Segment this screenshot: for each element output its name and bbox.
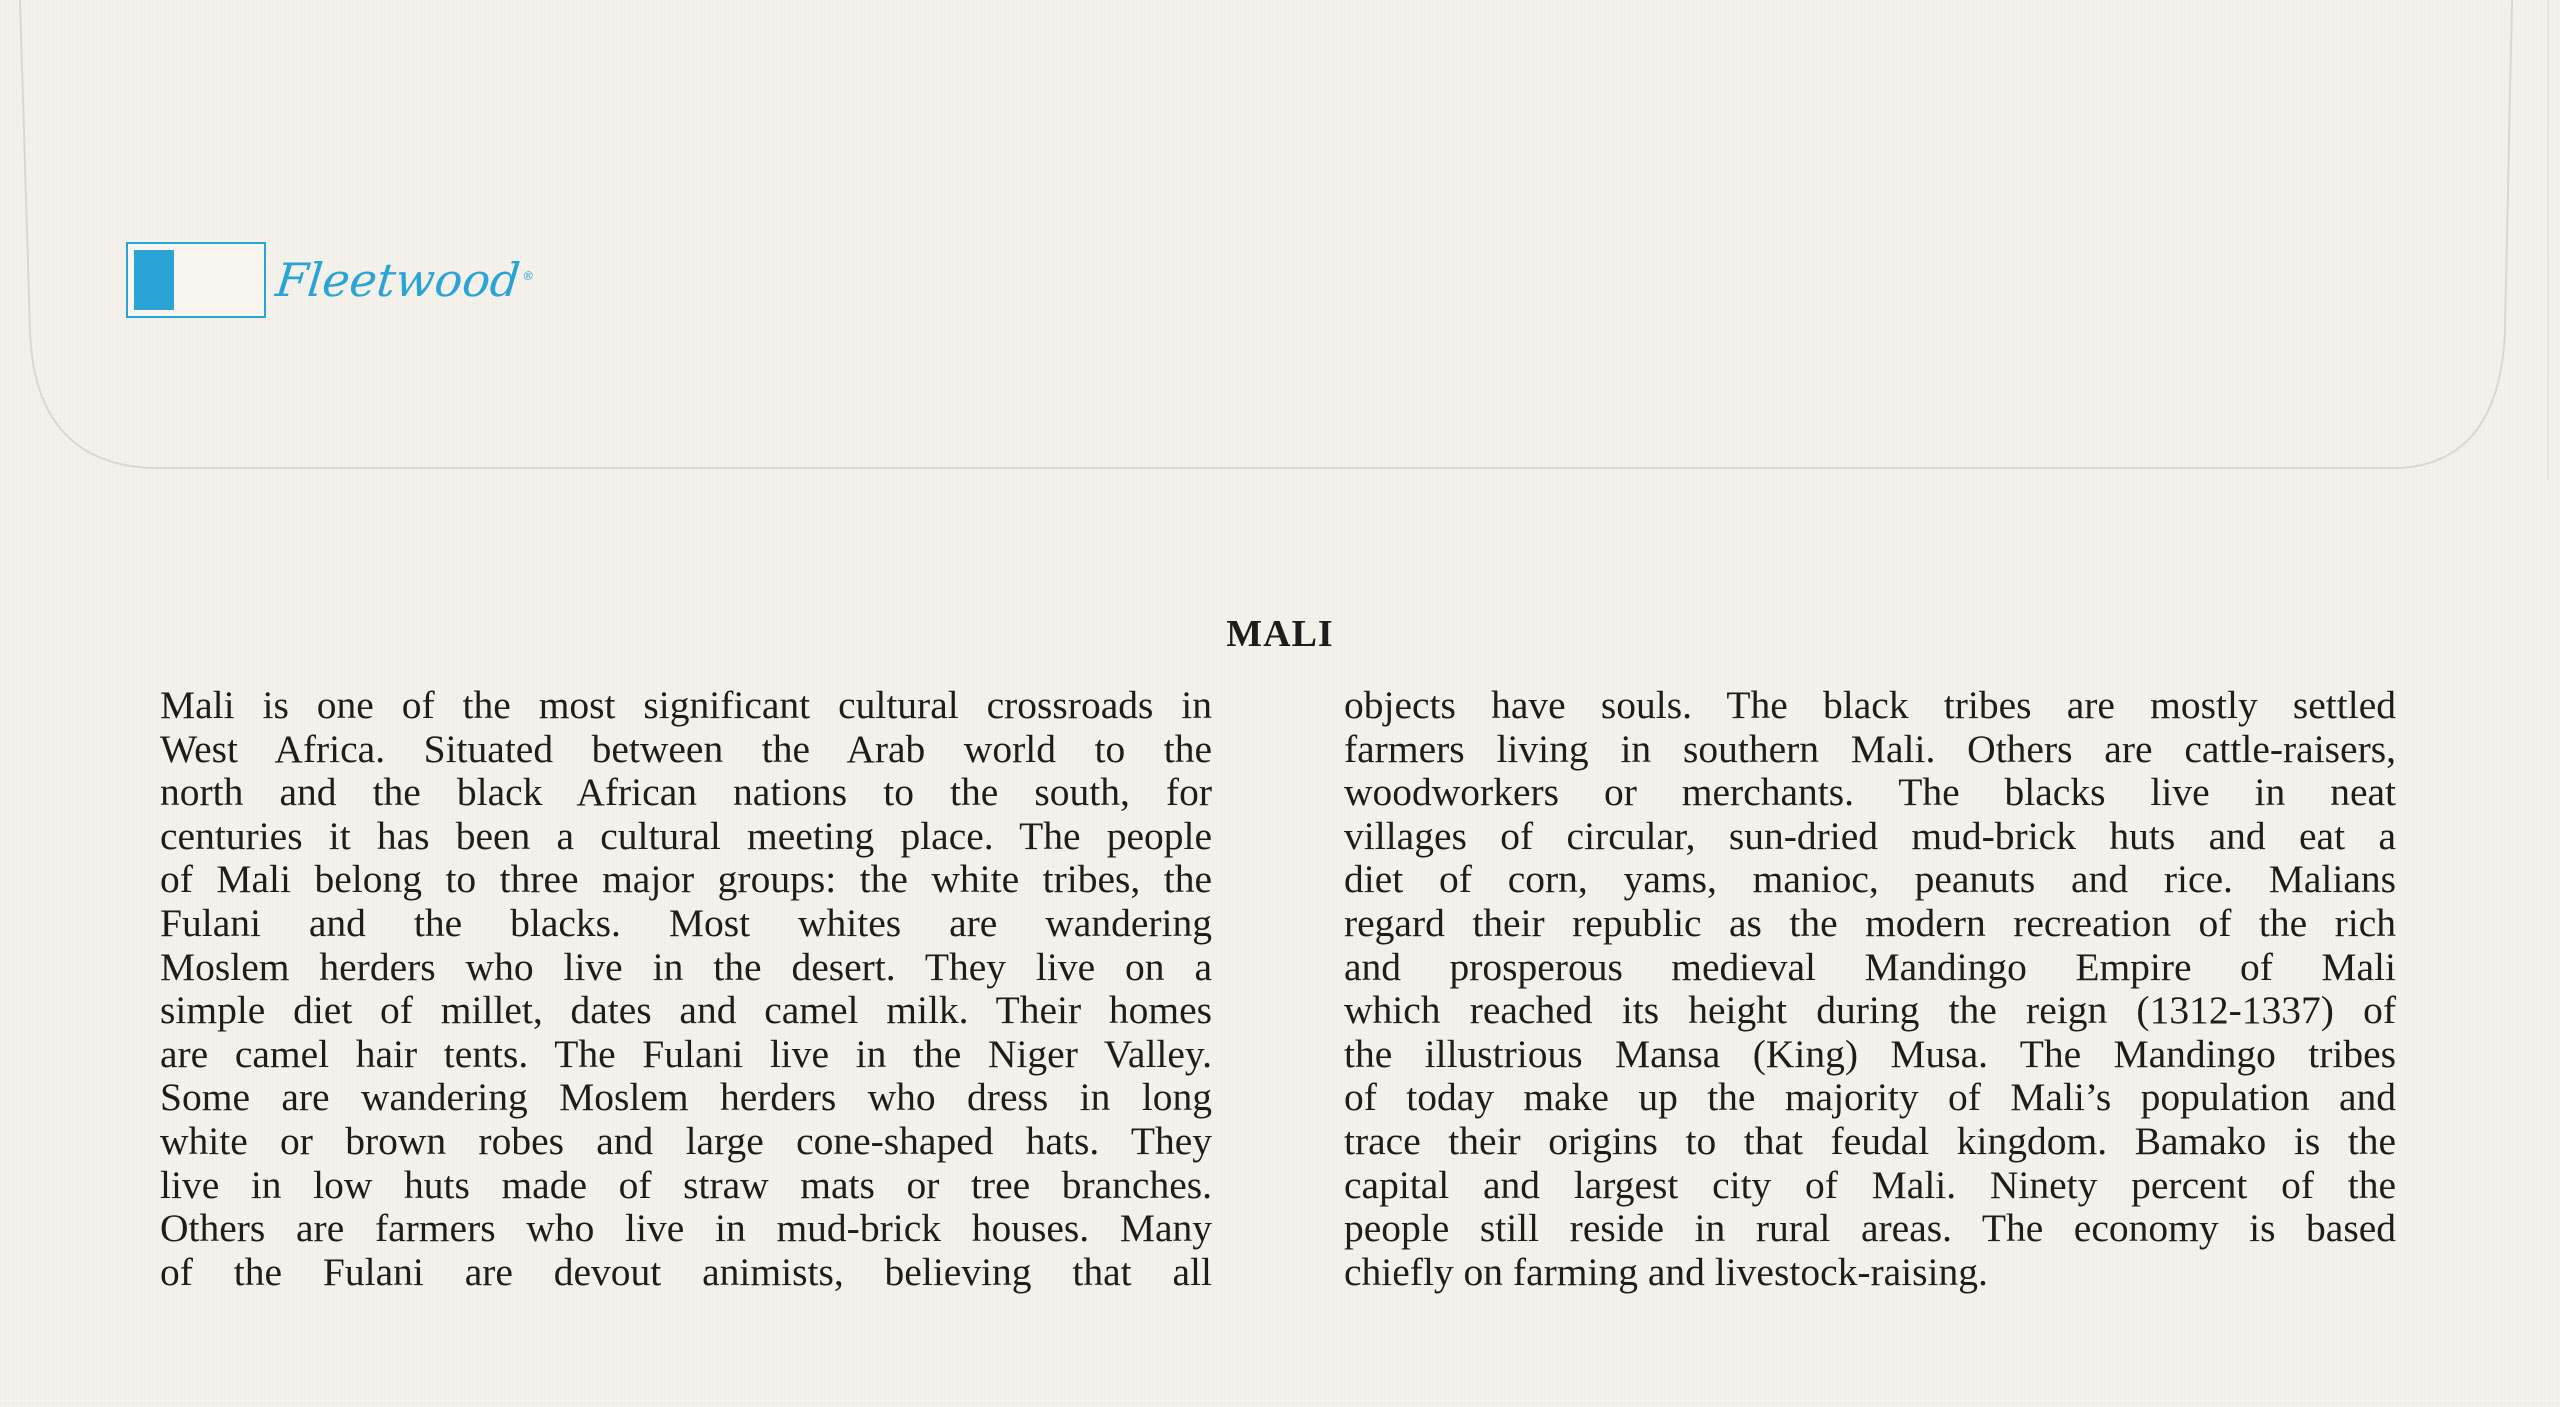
article-text-line: of the Fulani are devout animists, believing that all xyxy=(160,1249,1212,1294)
article-column-right xyxy=(1344,684,2396,1294)
article-text-line: villages of circular, sun-dried mud-brick huts and eat a xyxy=(1344,813,2396,858)
article-text-line: of Mali belong to three major groups: the white tribes, the xyxy=(160,857,1212,902)
article-text-line: Some are wandering Moslem herders who dress in long xyxy=(160,1075,1212,1120)
article-text-line: diet of corn, yams, manioc, peanuts and rice. Malians xyxy=(1344,857,2396,902)
logo-mark-fill xyxy=(134,250,174,310)
article-text-line: centuries it has been a cultural meeting place. The people xyxy=(160,813,1212,858)
article-text-line: woodworkers or merchants. The blacks live in neat xyxy=(1344,770,2396,815)
article-text-line: Fulani and the blacks. Most whites are wandering xyxy=(160,900,1212,945)
logo-wordmark xyxy=(273,253,537,307)
article-text-line: regard their republic as the modern recreation of the rich xyxy=(1344,900,2396,945)
article-text-line: live in low huts made of straw mats or tree branches. xyxy=(160,1162,1212,1207)
article-text-line: are camel hair tents. The Fulani live in the Niger Valley. xyxy=(160,1031,1212,1076)
article-title: MALI xyxy=(1226,613,1334,655)
article-text-line: simple diet of millet, dates and camel milk. Their homes xyxy=(160,988,1212,1033)
article-column-left xyxy=(160,684,1212,1294)
article-text-line: Others are farmers who live in mud-brick houses. Many xyxy=(160,1206,1212,1251)
logo-brand-name: Fleetwood xyxy=(273,253,523,307)
article-text-line: objects have souls. The black tribes are mostly settled xyxy=(1344,683,2396,727)
article-text-line: West Africa. Situated between the Arab world to the xyxy=(160,726,1212,771)
article-text-line: capital and largest city of Mali. Ninety percent of the xyxy=(1344,1162,2396,1207)
article-text-line: farmers living in southern Mali. Others are cattle-raisers, xyxy=(1344,726,2396,771)
logo-registered-mark: ® xyxy=(521,268,535,283)
article-text-line: Moslem herders who live in the desert. They live on a xyxy=(160,944,1212,989)
article-text-line: the illustrious Mansa (King) Musa. The Mandingo tribes xyxy=(1344,1031,2396,1076)
article-text-line: Mali is one of the most significant cultural crossroads in xyxy=(160,683,1212,727)
article-text-line: white or brown robes and large cone-shaped hats. They xyxy=(160,1118,1212,1163)
article-text-line: which reached its height during the reign (1312-1337) of xyxy=(1344,988,2396,1033)
article-text-line: people still reside in rural areas. The economy is based xyxy=(1344,1206,2396,1251)
article-text-line: north and the black African nations to the south, for xyxy=(160,770,1212,815)
logo-mark xyxy=(126,242,266,318)
fleetwood-logo xyxy=(126,240,534,320)
article-text-line: chiefly on farming and livestock-raising. xyxy=(1344,1249,1988,1294)
article-text-line: of today make up the majority of Mali’s population and xyxy=(1344,1075,2396,1120)
article-text-line: trace their origins to that feudal kingdom. Bamako is the xyxy=(1344,1118,2396,1163)
article-text-line: and prosperous medieval Mandingo Empire of Mali xyxy=(1344,944,2396,989)
